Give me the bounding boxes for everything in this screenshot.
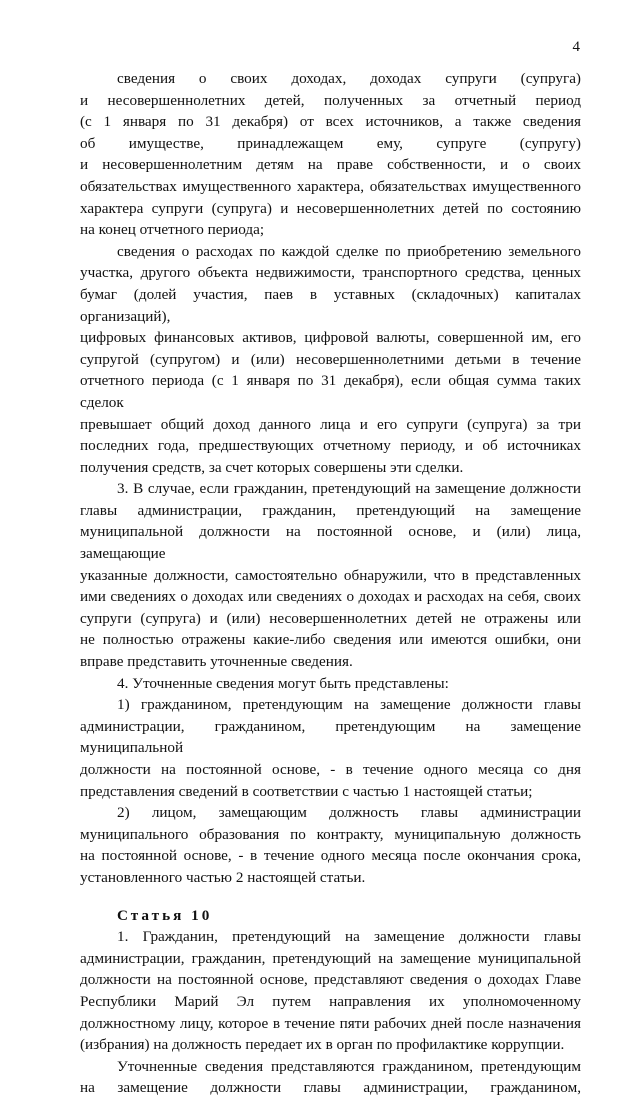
text-line: муниципального образования по контракту, муниципальную должность	[80, 825, 581, 843]
text-line: вправе представить уточненные сведения.	[80, 653, 353, 671]
text-line: последних года, предшествующих отчетному периоду, и об источниках	[80, 437, 581, 455]
text-line: Уточненные сведения представляются гражданином, претендующим	[117, 1057, 581, 1075]
text-line: и несовершеннолетних детей, полученных за отчетный период	[80, 91, 581, 109]
paragraph	[80, 478, 581, 672]
paragraph	[80, 68, 581, 241]
text-line: администрации, гражданином, претендующим на замещение муниципальной	[80, 717, 581, 757]
text-line: на конец отчетного периода;	[80, 221, 265, 239]
text-line: превышает общий доход данного лица и его супруги (супруга) за три	[80, 415, 581, 433]
text-line: об имуществе, принадлежащем ему, супруге (супругу)	[80, 134, 581, 152]
text-line: должности на постоянной основе, - в течение одного месяца со дня	[80, 761, 581, 778]
paragraph	[80, 694, 581, 802]
text-line: не полностью отражены какие-либо сведения или имеются ошибки, они	[80, 631, 581, 649]
paragraph	[80, 241, 581, 479]
text-line: характера супруги (супруга) и несовершеннолетних детей по состоянию	[80, 199, 581, 217]
text-line: (с 1 января по 31 декабря) от всех источников, а также сведения	[80, 113, 581, 131]
text-line: должности на постоянной основе, представляют сведения о доходах Главе	[80, 971, 581, 989]
document-body	[80, 68, 581, 1099]
text-line: должностному лицу, которое в течение пяти рабочих дней после назначения	[80, 1014, 581, 1032]
text-line: ими сведениях о доходах или сведениях о доходах и расходах на себя, своих	[80, 588, 581, 606]
paragraph	[80, 673, 581, 695]
text-line: (избрания) на должность передает их в орган по профилактике коррупции.	[80, 1036, 565, 1054]
text-line: бумаг (долей участия, паев в уставных (складочных) капиталах организаций),	[80, 285, 581, 325]
text-line: обязательствах имущественного характера, обязательствах имущественного	[80, 177, 581, 195]
text-line: супругой (супругом) и (или) несовершеннолетними детьми в течение	[80, 350, 581, 368]
text-line: установленного частью 2 настоящей статьи.	[80, 868, 366, 886]
text-line: на постоянной основе, - в течение одного месяца после окончания срока,	[80, 847, 581, 865]
text-line: цифровых финансовых активов, цифровой валюты, совершенной им, его	[80, 329, 581, 347]
page-number: 4	[572, 39, 580, 55]
paragraph	[80, 1056, 581, 1099]
text-line: сведения о своих доходах, доходах супруги (супруга)	[117, 70, 581, 87]
text-line: сведения о расходах по каждой сделке по приобретению земельного	[117, 242, 581, 260]
text-line: указанные должности, самостоятельно обнаружили, что в представленных	[80, 566, 581, 584]
paragraph	[80, 926, 581, 1056]
text-line: администрации, гражданин, претендующий на замещение муниципальной	[80, 949, 581, 967]
text-line: 2) лицом, замещающим должность главы администрации	[117, 804, 581, 822]
article-heading: Статья 10	[117, 906, 213, 924]
text-line: 1. Гражданин, претендующий на замещение должности главы	[117, 928, 581, 946]
paragraph	[80, 802, 581, 888]
text-line: получения средств, за счет которых совершены эти сделки.	[80, 458, 464, 476]
text-line: супруги (супруга) и (или) несовершеннолетних детей не отражены или	[80, 609, 581, 627]
text-line: участка, другого объекта недвижимости, транспортного средства, ценных	[80, 264, 581, 282]
text-line: главы администрации, гражданин, претендующий на замещение	[80, 501, 581, 519]
text-line: муниципальной должности на постоянной основе, и (или) лица, замещающие	[80, 523, 581, 563]
text-line: и несовершеннолетним детям на праве собственности, и о своих	[80, 156, 581, 174]
text-line: отчетного периода (с 1 января по 31 декабря), если общая сумма таких сделок	[80, 372, 581, 411]
text-line: 4. Уточненные сведения могут быть представлены:	[117, 674, 449, 692]
text-line: Республики Марий Эл путем направления их уполномоченному	[80, 992, 581, 1010]
text-line: на замещение должности главы администрации, гражданином,	[80, 1079, 581, 1097]
text-line: представления сведений в соответствии с частью 1 настоящей статьи;	[80, 782, 533, 800]
text-line: 3. В случае, если гражданин, претендующий на замещение должности	[117, 480, 581, 498]
text-line: 1) гражданином, претендующим на замещение должности главы	[117, 696, 581, 714]
